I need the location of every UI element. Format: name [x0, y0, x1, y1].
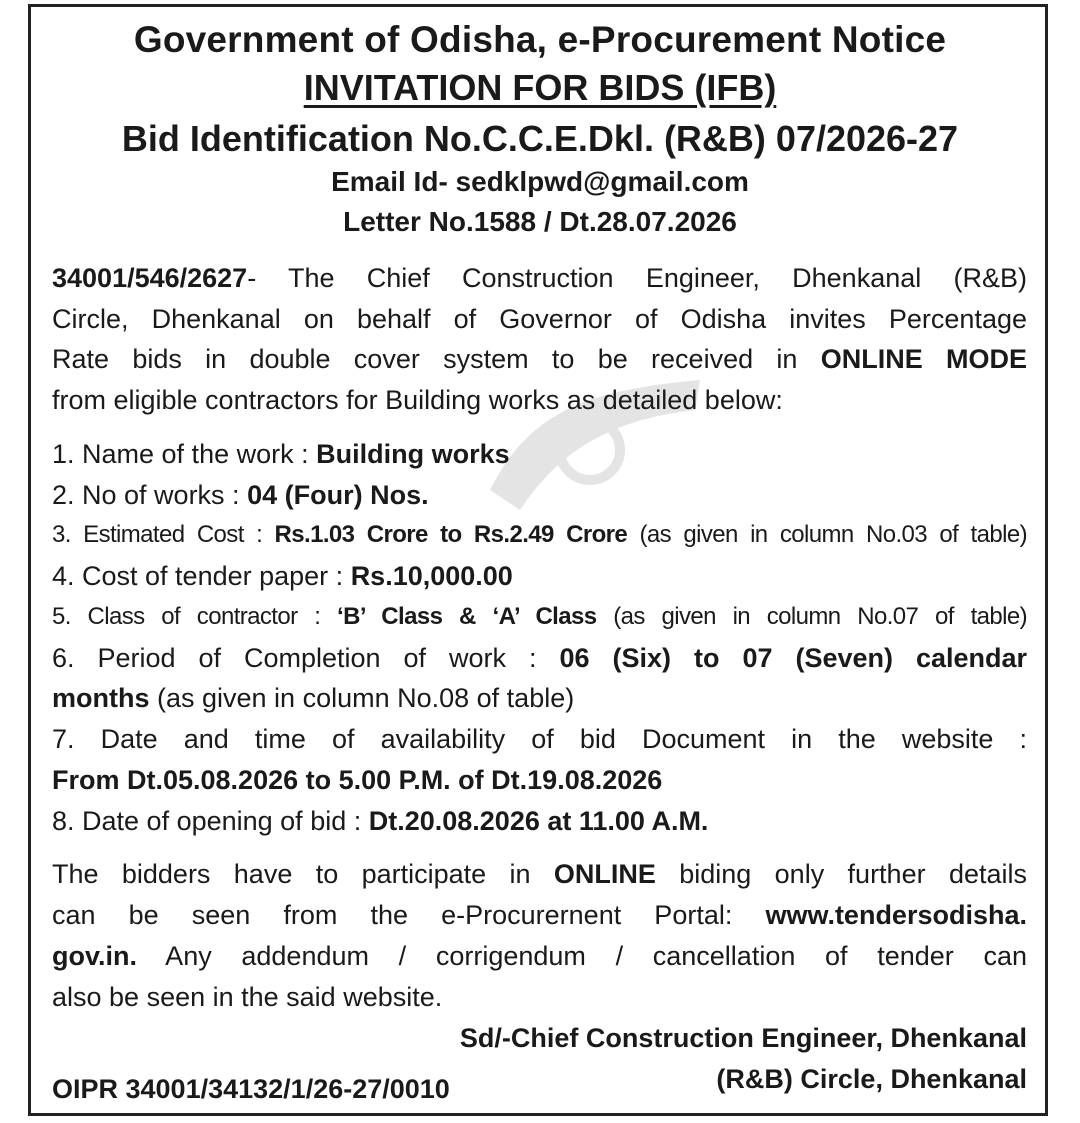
item-6-cont: months (as given in column No.08 of table) [52, 683, 575, 713]
item-3: 3. Estimated Cost : Rs.1.03 Crore to Rs.2.49 Crore (as given in column No.03 of table) [52, 521, 1027, 548]
intro-line-3: Rate bids in double cover system to be received in ONLINE MODE [52, 344, 1027, 374]
item-4: 4. Cost of tender paper : Rs.10,000.00 [52, 561, 513, 591]
notice-title: Government of Odisha, e-Procurement Notice [133, 19, 947, 60]
item-7-value: From Dt.05.08.2026 to 5.00 P.M. of Dt.19.08.2026 [52, 765, 663, 795]
item-2: 2. No of works : 04 (Four) Nos. [52, 480, 429, 510]
oipr-number: OIPR 34001/34132/1/26-27/0010 [52, 1074, 450, 1104]
item-7: 7. Date and time of availability of bid Document in the website : [52, 724, 1027, 754]
item-5: 5. Class of contractor : ‘B’ Class & ‘A’ Class (as given in column No.07 of table) [52, 603, 1027, 630]
item-6: 6. Period of Completion of work : 06 (Six) to 07 (Seven) calendar [52, 643, 1028, 673]
signature-line-2: (R&B) Circle, Dhenkanal [716, 1064, 1027, 1094]
intro-line-4: from eligible contractors for Building works as detailed below: [52, 385, 783, 415]
notice-subtitle: INVITATION FOR BIDS (IFB) [303, 67, 777, 108]
letter-number: Letter No.1588 / Dt.28.07.2026 [343, 206, 737, 237]
closing-line-2: can be seen from the e-Procurernent Portal: www.tendersodisha. [52, 900, 1027, 930]
item-1: 1. Name of the work : Building works [52, 439, 510, 469]
closing-line-4: also be seen in the said website. [52, 982, 443, 1012]
intro-line-1: 34001/546/2627- The Chief Construction Engineer, Dhenkanal (R&B) [52, 263, 1027, 293]
closing-line-3: gov.in. Any addendum / corrigendum / cancellation of tender can [52, 941, 1027, 971]
closing-line-1: The bidders have to participate in ONLINE biding only further details [52, 859, 1027, 889]
email-id: Email Id- sedklpwd@gmail.com [331, 166, 749, 197]
signature-line-1: Sd/-Chief Construction Engineer, Dhenkanal [459, 1023, 1027, 1053]
intro-line-2: Circle, Dhenkanal on behalf of Governor of Odisha invites Percentage [52, 304, 1027, 334]
item-8: 8. Date of opening of bid : Dt.20.08.2026 at 11.00 A.M. [52, 806, 709, 836]
bid-identification: Bid Identification No.C.C.E.Dkl. (R&B) 07/2026-27 [121, 118, 959, 159]
